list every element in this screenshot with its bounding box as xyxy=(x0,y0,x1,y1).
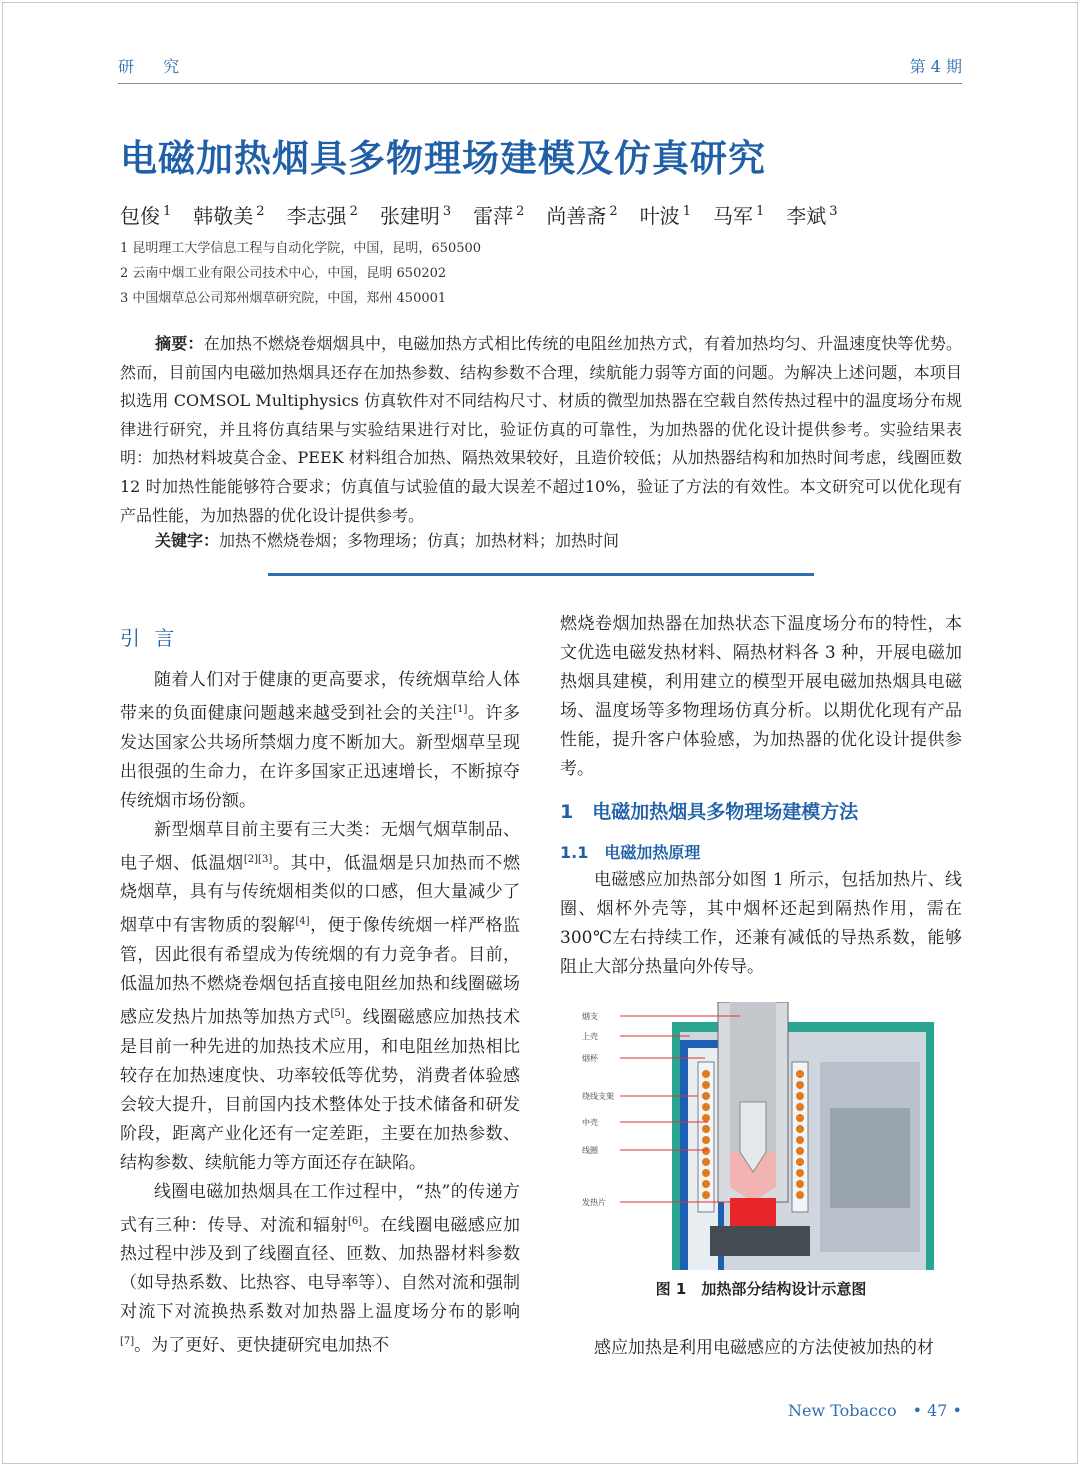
author-affiliation-mark: 1 xyxy=(682,204,691,220)
author-3 xyxy=(287,204,358,228)
section-1-heading: 1 电磁加热烟具多物理场建模方法 xyxy=(560,801,859,823)
coil-turn xyxy=(796,1070,804,1078)
coil-turn xyxy=(702,1114,710,1122)
author-name: 韩敬美 xyxy=(193,204,254,228)
affiliation-1: 1 昆明理工大学信息工程与自动化学院，中国，昆明，650500 xyxy=(120,241,482,256)
coil-turn xyxy=(702,1125,710,1133)
figure-label: 上壳 xyxy=(582,1032,598,1041)
figure-label: 绕线支架 xyxy=(582,1092,614,1101)
subsection-1-1-heading: 1.1 电磁加热原理 xyxy=(560,843,701,862)
author-9 xyxy=(786,204,837,228)
coil-turn xyxy=(796,1125,804,1133)
author-name: 李斌 xyxy=(786,204,827,228)
author-affiliation-mark: 1 xyxy=(755,204,765,220)
coil-turn xyxy=(796,1092,804,1100)
author-5 xyxy=(473,204,524,228)
author-list xyxy=(120,200,860,229)
coil-turn xyxy=(796,1103,804,1111)
header-issue: 第 4 期 xyxy=(909,57,962,76)
figure-label: 线圈 xyxy=(582,1146,598,1155)
coil-turn xyxy=(702,1191,710,1199)
author-name: 尚善斋 xyxy=(546,204,607,228)
keywords-text: 加热不燃烧卷烟；多物理场；仿真；加热材料；加热时间 xyxy=(219,531,620,550)
affiliation-3: 3 中国烟草总公司郑州烟草研究院，中国，郑州 450001 xyxy=(120,291,447,306)
intro-paragraph-2: 新型烟草目前主要有三大类：无烟气烟草制品、电子烟、低温烟[2][3]。其中，低温烟是只加热而不燃烧烟草，具有与传统烟相类似的口感，但大量减少了烟草中有害物质的裂解[4]，便于像传统烟一样严格监管，因此很有希望成为传统烟的有力竞争者。目前，低温加热不燃烧卷烟包括直接电阻丝加热和线圈磁场感应发热片加热等加热方式[5]。线圈磁感应加热技术是目前一种先进的加热技术应用，和电阻丝加热相比较存在加热速度快、功率较低等优势，消费者体验感会较大提升，目前国内技术整体处于技术储备和研发阶段，距离产业化还有一定差距，主要在加热参数、结构参数、续航能力等方面还存在缺陷。 xyxy=(120,819,521,1173)
coil-turn xyxy=(796,1114,804,1122)
left-column xyxy=(120,624,520,1361)
author-affiliation-mark: 2 xyxy=(349,204,358,220)
author-affiliation-mark: 1 xyxy=(163,204,172,220)
bottom-mount xyxy=(710,1226,810,1256)
coil-turn xyxy=(702,1180,710,1188)
coil-turn xyxy=(702,1103,710,1111)
author-name: 雷萍 xyxy=(473,204,514,228)
abstract-text: 在加热不燃烧卷烟烟具中，电磁加热方式相比传统的电阻丝加热方式，有着加热均匀、升温速度快等优势。然而，目前国内电磁加热烟具还存在加热参数、结构参数不合理，续航能力弱等方面的问题。为解决上述问题，本项目拟选用 COMSOL Multiphysics 仿真软件对不同结构尺寸、材质的微型加热器在空载自然传热过程中的温度场分布规律进行研究，并且将仿真结果与实验结果进行对比，验证仿真的可靠性，为加热器的优化设计提供参考。实验结果表明：加热材料坡莫合金、PEEK 材料组合加热、隔热效果较好，且造价较低；从加热器结构和加热时间考虑，线圈匝数 12 时加热性能能够符合要求；仿真值与试验值的最大误差不超过10%，验证了方法的有效性。本文研究可以优化现有产品性能，为加热器的优化设计提供参考。 xyxy=(120,334,962,525)
author-6 xyxy=(546,204,617,228)
author-affiliation-mark: 2 xyxy=(256,204,265,220)
coil-turn xyxy=(796,1147,804,1155)
author-name: 叶波 xyxy=(639,204,680,228)
author-name: 马军 xyxy=(712,204,753,228)
author-affiliation-mark: 3 xyxy=(829,204,838,220)
author-affiliation-mark: 2 xyxy=(516,204,525,220)
keywords-label: 关键字： xyxy=(155,531,220,550)
author-4 xyxy=(380,204,451,228)
coil-turn xyxy=(702,1081,710,1089)
author-8 xyxy=(713,204,764,228)
affiliation-2: 2 云南中烟工业有限公司技术中心，中国，昆明 650202 xyxy=(120,266,447,281)
coil-turn xyxy=(796,1191,804,1199)
coil-turn xyxy=(796,1180,804,1188)
coil-turn xyxy=(702,1169,710,1177)
coil-turn xyxy=(796,1158,804,1166)
coil-turn xyxy=(796,1081,804,1089)
author-name: 张建明 xyxy=(379,204,440,228)
author-7 xyxy=(640,204,691,228)
coil-turn xyxy=(702,1158,710,1166)
running-header xyxy=(118,54,962,84)
intro-paragraph-1: 随着人们对于健康的更高要求，传统烟草给人体带来的负面健康问题越来越受到社会的关注[1]。许多发达国家公共场所禁烟力度不断加大。新型烟草呈现出很强的生命力，在许多国家正迅速增长，不断掠夺传统烟市场份额。 xyxy=(120,670,521,811)
coil-turn xyxy=(702,1147,710,1155)
coil-turn xyxy=(796,1169,804,1177)
right-column xyxy=(560,610,962,982)
figure-label: 烟支 xyxy=(582,1012,598,1021)
figure-label: 发热片 xyxy=(582,1198,606,1207)
right-paragraph-0: 燃烧卷烟加热器在加热状态下温度场分布的特性，本文优选电磁发热材料、隔热材料各 3 种，开展电磁加热烟具建模，利用建立的模型开展电磁加热烟具电磁场、温度场等多物理场仿真分析。以期优化现有产品性能，提升客户体验感，为加热器的优化设计提供参考。 xyxy=(560,614,962,779)
figure-label: 烟杯 xyxy=(582,1054,598,1063)
author-2 xyxy=(193,204,264,228)
paper-title: 电磁加热烟具多物理场建模及仿真研究 xyxy=(120,136,766,180)
abstract xyxy=(120,330,962,530)
coil-turn xyxy=(796,1136,804,1144)
author-name: 包俊 xyxy=(120,204,160,228)
figure-caption: 图 1 加热部分结构设计示意图 xyxy=(655,1280,867,1298)
heater-structure-figure xyxy=(580,1002,942,1270)
coil-turn xyxy=(702,1136,710,1144)
author-affiliation-mark: 2 xyxy=(609,204,618,220)
coil-turn xyxy=(702,1070,710,1078)
abstract-label: 摘要： xyxy=(155,334,204,353)
author-1 xyxy=(120,204,171,228)
page-footer: New Tobacco • 47 • xyxy=(787,1401,962,1420)
intro-paragraph-3: 线圈电磁加热烟具在工作过程中，“热”的传递方式有三种：传导、对流和辐射[6]。在线圈电磁感应加热过程中涉及到了线圈直径、匝数、加热器材料参数（如导热系数、比热容、电导率等）、自然对流和强制对流下对流换热系数对加热器上温度场分布的影响[7]。为了更好、更快捷研究电加热不 xyxy=(120,1181,521,1356)
keywords xyxy=(155,528,619,551)
intro-heading: 引 言 xyxy=(120,626,179,650)
battery-block xyxy=(830,1108,910,1208)
right-last-line xyxy=(560,1334,962,1363)
figure-label: 中壳 xyxy=(582,1118,598,1127)
header-section: 研 究 xyxy=(118,57,192,76)
author-affiliation-mark: 3 xyxy=(442,204,452,220)
author-name: 李志强 xyxy=(286,204,347,228)
right-paragraph-last: 感应加热是利用电磁感应的方法使被加热的材 xyxy=(594,1338,934,1358)
section-divider xyxy=(268,573,814,576)
coil-turn xyxy=(702,1092,710,1100)
right-paragraph-1-1: 电磁感应加热部分如图 1 所示，包括加热片、线圈、烟杯外壳等，其中烟杯还起到隔热作用，需在 300℃左右持续工作，还兼有减低的导热系数，能够阻止大部分热量向外传导。 xyxy=(560,870,962,977)
